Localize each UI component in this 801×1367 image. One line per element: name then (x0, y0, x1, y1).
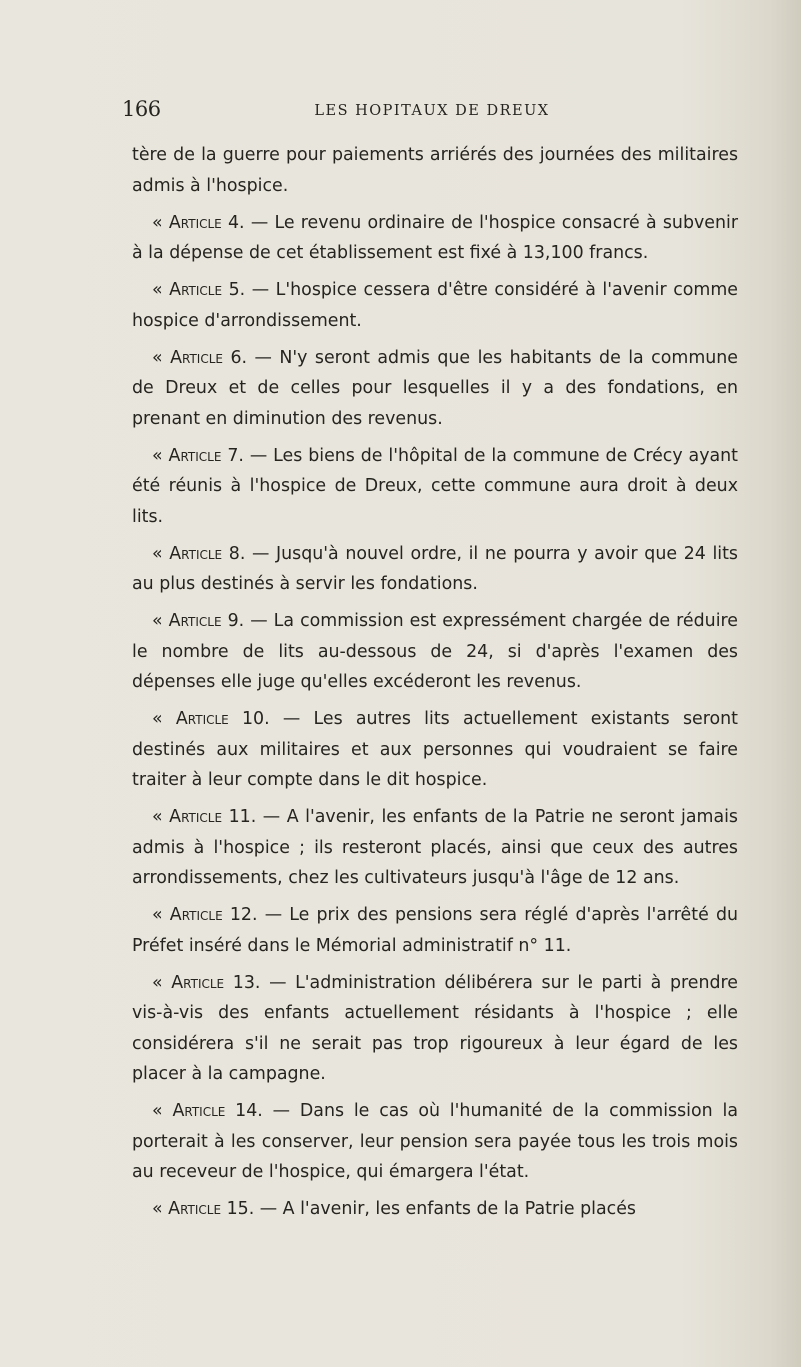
article-7-paragraph (132, 441, 738, 533)
page-header (122, 97, 742, 127)
paragraph-text: — A l'avenir, les enfants de la Patrie placés (254, 1199, 636, 1219)
running-title: LES HOPITAUX DE DREUX (314, 103, 550, 119)
paragraph-text: — Les autres lits actuellement existants seront destinés aux militaires et aux personnes qui voudraient se faire traiter à leur compte dans le dit hospice. (132, 709, 738, 790)
paragraph-text: — L'administration délibérera sur le parti à prendre vis-à-vis des enfants actuellement résidants à l'hospice ; elle considérera s'il ne serait pas trop rigoureux à leur égard de les placer à la campagne. (132, 972, 738, 1084)
article-9-paragraph (132, 606, 738, 698)
article-15-paragraph (132, 1194, 738, 1225)
paragraph-text: — Les biens de l'hôpital de la commune de Crécy ayant été réunis à l'hospice de Dreux, cette commune aura droit à deux lits. (132, 445, 738, 527)
article-12-paragraph (132, 900, 738, 961)
paragraph-continuation (132, 140, 738, 201)
article-13-paragraph (132, 968, 738, 1090)
paragraph-text: — Le revenu ordinaire de l'hospice consacré à subvenir à la dépense de cet établissement est fixé à 13,100 francs. (132, 212, 738, 263)
paragraph-text: — Dans le cas où l'humanité de la commission la porterait à les conserver, leur pension sera payée tous les trois mois au receveur de l'hospice, qui émargera l'état. (132, 1101, 738, 1182)
article-6-paragraph (132, 343, 738, 435)
paragraph-text: — L'hospice cessera d'être considéré à l'avenir comme hospice d'arrondissement. (132, 280, 738, 331)
paragraph-text: — N'y seront admis que les habitants de la commune de Dreux et de celles pour lesquelles il y a des fondations, en prenant en diminution des revenus. (132, 347, 739, 429)
paragraph-text: — Le prix des pensions sera réglé d'après l'arrêté du Préfet inséré dans le Mémorial administratif n° 11. (132, 905, 739, 956)
article-label: « Article 8. (152, 543, 246, 564)
article-label: « Article 14. (152, 1101, 263, 1121)
article-label: « Article 6. (152, 347, 248, 368)
article-label: « Article 13. (152, 972, 261, 993)
paragraph-text: — A l'avenir, les enfants de la Patrie ne seront jamais admis à l'hospice ; ils resteront placés, ainsi que ceux des autres arrondissements, chez les cultivateurs jusqu'à l'âge de 12 ans. (132, 807, 738, 888)
article-8-paragraph (132, 539, 738, 600)
article-label: « Article 5. (152, 280, 246, 300)
article-11-paragraph (132, 802, 738, 894)
article-14-paragraph (132, 1096, 738, 1188)
paragraph-text: — Jusqu'à nouvel ordre, il ne pourra y avoir que 24 lits au plus destinés à servir les fondations. (132, 543, 738, 594)
article-10-paragraph (132, 704, 738, 796)
article-4-paragraph (132, 208, 738, 269)
page-number: 166 (122, 97, 161, 121)
article-label: « Article 11. (152, 807, 257, 827)
article-label: « Article 10. (152, 709, 270, 729)
article-label: « Article 15. (152, 1199, 255, 1219)
article-5-paragraph (132, 275, 738, 336)
article-label: « Article 12. (152, 905, 258, 925)
article-label: « Article 4. (152, 212, 245, 233)
paragraph-text: — La commission est expressément chargée de réduire le nombre de lits au-dessous de 24, si d'après l'examen des dépenses elle juge qu'elles excéderont les revenus. (132, 611, 738, 692)
article-label: « Article 7. (152, 445, 244, 466)
paragraph-text: tère de la guerre pour paiements arriérés des journées des militaires admis à l'hospice. (132, 145, 738, 196)
article-label: « Article 9. (152, 611, 245, 631)
body-text (132, 140, 738, 1231)
